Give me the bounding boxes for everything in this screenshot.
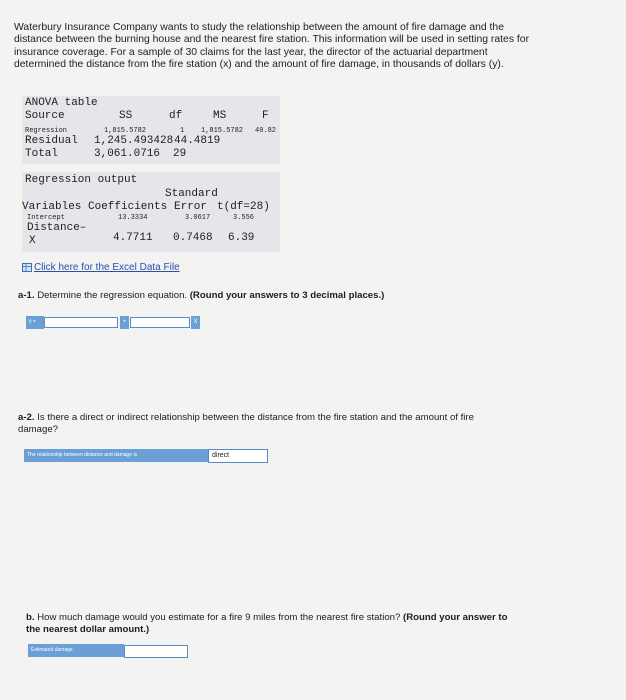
intro-line-1: Waterbury Insurance Company wants to study the relationship between the amount of fire damage and the — [14, 22, 504, 33]
anova-regression-ms: 1,815.5782 — [201, 127, 244, 135]
plus-sign: + — [120, 316, 129, 329]
anova-total-df: 29 — [173, 148, 187, 160]
regression-header-variables: Variables — [22, 201, 82, 213]
anova-header-source: Source — [25, 110, 65, 122]
estimated-damage-label: Estimated damage — [28, 644, 124, 657]
question-a2 — [18, 412, 598, 435]
regression-distance-name-line2: X — [29, 235, 36, 247]
regression-intercept-name: Intercept — [27, 214, 65, 222]
anova-residual-ms: 44.4819 — [174, 135, 221, 147]
excel-data-link[interactable]: Click here for the Excel Data File — [34, 262, 180, 273]
regression-distance-t: 6.39 — [228, 232, 255, 244]
anova-regression-source: Regression — [25, 127, 68, 135]
question-b-instruction-2: the nearest dollar amount.) — [26, 623, 150, 635]
problem-statement — [14, 22, 594, 72]
y-hat-label: ŷ = — [26, 316, 44, 329]
intro-line-3: insurance coverage. For a sample of 30 claims for the last year, the director of the actuarial department — [14, 46, 488, 58]
anova-regression-ss: 1,815.5782 — [104, 127, 147, 135]
regression-header-coefficients: Coefficients — [88, 201, 168, 213]
relationship-select[interactable]: direct — [208, 449, 268, 463]
anova-total-ss: 3,061.0716 — [94, 148, 161, 160]
estimated-damage-input[interactable] — [124, 645, 188, 658]
anova-residual-ss: 1,245.4934 — [94, 135, 161, 147]
question-a2-label: a-2. — [18, 412, 35, 423]
question-a1 — [18, 290, 384, 302]
anova-residual-df: 28 — [160, 135, 174, 147]
anova-title: ANOVA table — [25, 97, 98, 109]
question-a2-line2: damage? — [18, 423, 59, 435]
question-b-text: How much damage would you estimate for a fire 9 miles from the nearest fire station? — [34, 612, 403, 623]
anova-residual-source: Residual — [25, 135, 78, 147]
regression-header-standard: Standard — [165, 188, 218, 200]
regression-intercept-se: 3.0617 — [185, 214, 211, 222]
slope-input[interactable] — [130, 317, 190, 328]
anova-table — [22, 96, 280, 164]
question-b-instruction-1: (Round your answer to — [403, 612, 508, 623]
regression-distance-coef: 4.7711 — [113, 232, 153, 244]
anova-regression-f: 40.82 — [255, 127, 277, 135]
anova-header-ms: MS — [213, 110, 227, 122]
regression-distance-se: 0.7468 — [173, 232, 213, 244]
regression-distance-name-line1: Distance– — [27, 222, 87, 234]
question-a1-instruction: (Round your answers to 3 decimal places.) — [189, 290, 385, 301]
relationship-label: The relationship between distance and damage is — [24, 449, 208, 462]
regression-intercept-coef: 13.3334 — [118, 214, 148, 222]
anova-header-df: df — [169, 110, 183, 122]
question-b-label: b. — [26, 612, 35, 623]
question-a1-label: a-1. — [18, 290, 35, 301]
regression-header-error: Error — [174, 201, 208, 213]
intro-line-4: determined the distance from the fire station (x) and the amount of fire damage, in thousands of dollars (y). — [14, 59, 504, 71]
intercept-input[interactable] — [44, 317, 118, 328]
intro-line-2: distance between the burning house and the nearest fire station. This information will be used in setting rates for — [14, 34, 530, 46]
x-variable-label: X — [191, 316, 200, 329]
question-a2-line1: Is there a direct or indirect relationship between the distance from the fire station and the amount of fire — [34, 412, 474, 423]
question-b — [26, 612, 596, 635]
regression-output-table — [22, 172, 280, 252]
regression-title: Regression output — [25, 174, 138, 186]
anova-regression-df: 1 — [180, 127, 185, 135]
regression-intercept-t: 3.556 — [233, 214, 255, 222]
anova-header-f: F — [262, 110, 269, 122]
anova-total-source: Total — [25, 148, 59, 160]
anova-header-ss: SS — [119, 110, 133, 122]
question-a1-text: Determine the regression equation. — [34, 290, 190, 301]
spreadsheet-icon — [22, 263, 32, 272]
regression-header-t: t(df=28) — [217, 201, 270, 213]
